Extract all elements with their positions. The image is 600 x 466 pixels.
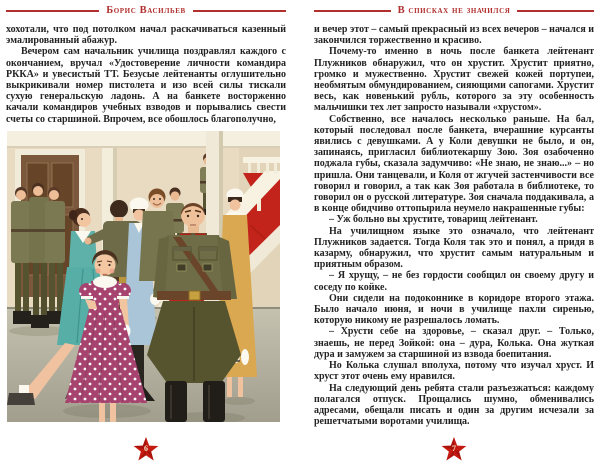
- page-number-text: 7: [452, 443, 456, 453]
- right-running-head: [314, 5, 594, 17]
- left-page-number: [133, 436, 159, 461]
- paragraph: На следующий день ребята стали разъезжаться: каждому полагался отпуск. Прощались шумно, обменивались адресами, обещали писать и один за другим исчезали за решетчатыми воротами училища.: [314, 382, 594, 428]
- right-page-text: [314, 24, 594, 427]
- paragraph: Но Колька слушал вполуха, потому что изучал хруст. И хруст этот очень ему нравился.: [314, 360, 594, 383]
- paragraph: На училищном языке это означало, что лейтенант Плужников задается. Тогда Коля так это и понял, а придя в казарму, обнаружил, что хрустит самым натуральным и приятным образом.: [314, 225, 594, 271]
- header-rule: [193, 10, 286, 11]
- right-running-head-text: В списках не значился: [397, 5, 511, 16]
- paragraph: – Я хрущу, – не без гордости сообщил он своему другу и соседу по койке.: [314, 270, 594, 293]
- paragraph: Почему-то именно в ночь после банкета лейтенант Плужников обнаружил, что он хрустит. Хрустит приятно, громко и мужественно. Хрустит свежей кожей портупеи, необмятым обмундированием, сияющими сапогами. Хрустит весь, как новенький рубль, которого за эту особенность мальчишки тех лет запросто называли «хрустом».: [314, 46, 594, 114]
- paragraph: – Уж больно вы хрустите, товарищ лейтенант.: [329, 214, 538, 226]
- left-page-text: [6, 24, 286, 125]
- book-illustration: [7, 131, 280, 422]
- paragraph: и вечер этот – самый прекрасный из всех вечеров – начался и закончился торжественно и красиво.: [314, 24, 594, 47]
- paragraph: хохотали, что под потолком начал раскачиваться казенный эмалированный абажур.: [6, 24, 286, 47]
- left-running-head: [6, 5, 286, 17]
- header-rule: [6, 10, 99, 11]
- page-number-text: 6: [144, 443, 148, 453]
- right-page: [314, 0, 594, 463]
- left-page: [6, 0, 286, 463]
- header-rule: [314, 10, 391, 11]
- paragraph: Собственно, все началось несколько раньше. На бал, который последовал после банкета, вчерашние курсанты явились с девушками. А у Коли девушки не было, и он, запинаясь, пригласил библиотекаршу Зою. Зоя озабоченно поджала губы, сказала задумчиво: «Не знаю, не знаю...» – но пришла. Они танцевали, и Коля от жгучей застенчивости все говорил и говорил, а так как Зоя работала в библиотеке, то говорил он о русской литературе. Зоя сначала поддакивала, а в конце обидчиво оттопырила неумело накрашенные губы:: [314, 113, 594, 215]
- paragraph: Вечером сам начальник училища поздравлял каждого с окончанием, вручал «Удостоверение личности командира РККА» и увесистый ТТ. Безусые лейтенанты оглушительно выкрикивали номер пистолета и изо всей силы тискали сухую генеральскую ладонь. А на банкете восторженно качали командиров учебных взводов и порывались свести счеты со старшиной. Впрочем, все обошлось благополучно,: [6, 46, 286, 125]
- left-running-head-text: Борис Васильев: [106, 5, 186, 16]
- paragraph: – Хрусти себе на здоровье, – сказал друг. – Только, знаешь, не перед Зойкой: она – дура, Колька. Она жуткая дура и замужем за старшиной из взвода боепитания.: [314, 326, 594, 360]
- paragraph: Они сидели на подоконнике в коридоре второго этажа. Было начало июня, и ночи в училище пахли сиренью, которую никому не разрешалось ломать.: [314, 292, 594, 327]
- right-page-number: [441, 436, 467, 461]
- header-rule: [517, 10, 594, 11]
